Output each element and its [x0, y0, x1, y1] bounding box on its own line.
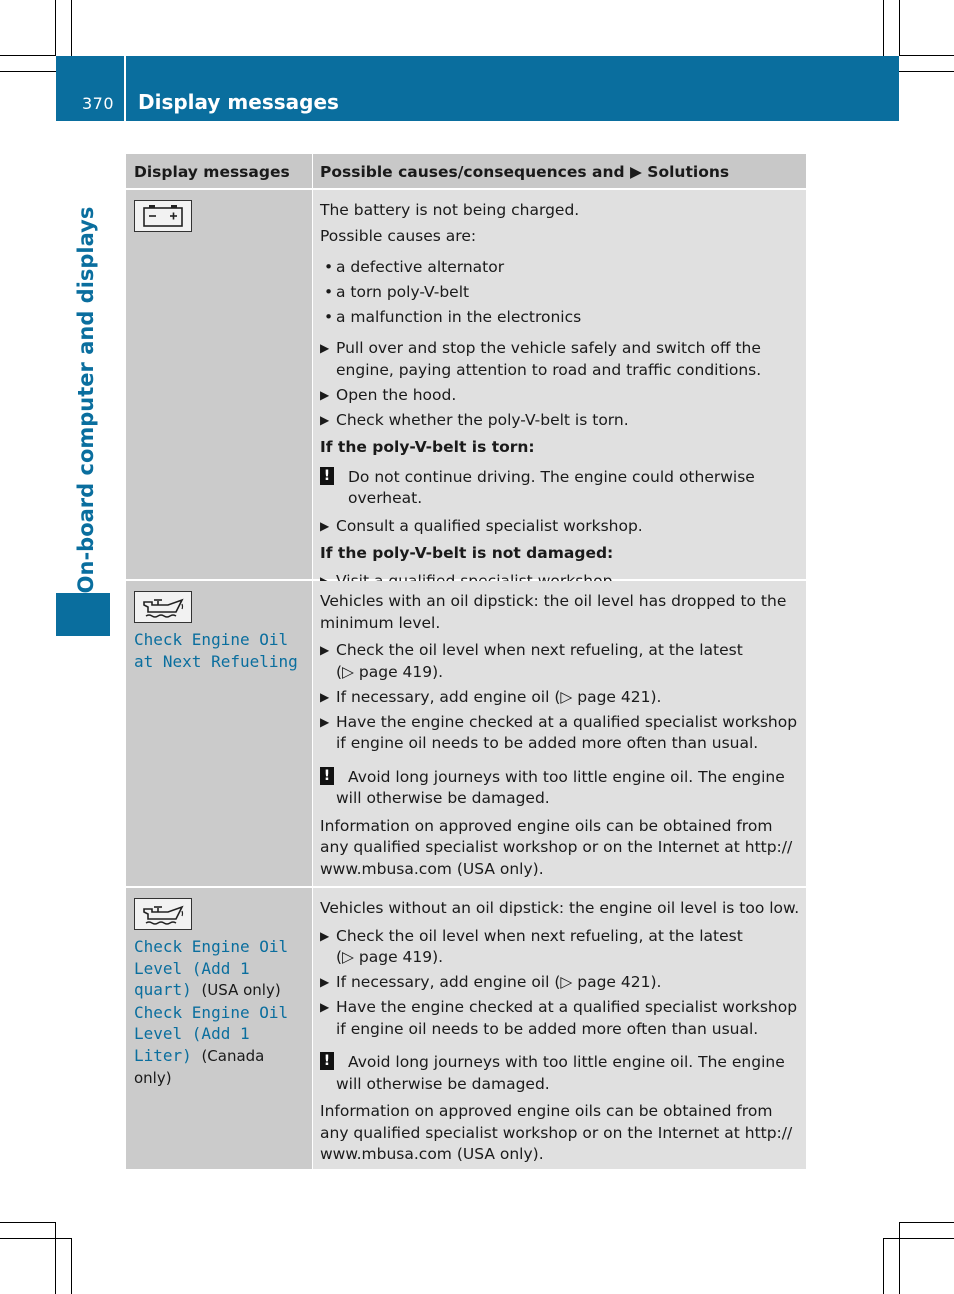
display-message: quart) (USA only) [134, 980, 281, 999]
crop-mark [899, 1222, 900, 1294]
step-item: ▶ Open the hood. [320, 385, 802, 407]
arrow-icon: ▶ [320, 643, 330, 657]
crop-mark [0, 1238, 72, 1239]
crop-mark [899, 0, 900, 56]
crop-mark [899, 55, 954, 56]
crop-mark [0, 55, 56, 56]
table-row [126, 581, 806, 886]
crop-mark [0, 1222, 56, 1223]
warning-note: ! Avoid long journeys with too little engine oil. The engine will otherwise be damaged. [320, 1052, 802, 1095]
text-line: Possible causes are: [320, 226, 477, 245]
subheading: If the poly-V-belt is torn: [320, 438, 535, 456]
crop-mark [71, 1238, 72, 1294]
side-tab-title: On-board computer and displays [74, 206, 98, 594]
table-row [126, 888, 806, 1169]
step-item: ▶ Check the oil level when next refueling, at the latest (▷ page 419). [320, 926, 743, 966]
arrow-icon: ▶ [320, 412, 330, 427]
subheading: If the poly-V-belt is not damaged: [320, 544, 614, 562]
text-line: Vehicles with an oil dipstick: the oil level has dropped to the minimum level. [320, 592, 787, 632]
text-line: Information on approved engine oils can be obtained from any qualified specialist workshop or on the Internet at http:// www.mbusa.com (USA only). [320, 1102, 793, 1163]
region-note: (USA only) [201, 981, 281, 999]
list-item: • a torn poly-V-belt [324, 283, 470, 301]
page-number: 370 [82, 94, 115, 113]
arrow-icon: ▶ [320, 1000, 330, 1014]
display-message: Check Engine Oil [134, 937, 289, 956]
table-header-row [126, 154, 806, 188]
step-item: ▶ Have the engine checked at a qualified specialist workshop if engine oil needs to be added more often than usual. [320, 998, 798, 1038]
crop-mark [899, 1222, 954, 1223]
table-row [126, 190, 806, 579]
crop-mark [883, 1238, 884, 1294]
warning-note: ! Do not continue driving. The engine could otherwise overheat. [320, 467, 802, 510]
crop-mark [883, 0, 884, 56]
crop-mark [899, 71, 954, 72]
warning-note: ! Avoid long journeys with too little engine oil. The engine will otherwise be damaged. [320, 767, 802, 810]
text-line: Vehicles without an oil dipstick: the engine oil level is too low. [320, 899, 800, 917]
display-message: Level (Add 1 [134, 958, 250, 978]
warning-icon: ! [320, 767, 334, 785]
arrow-icon: ▶ [320, 689, 330, 704]
arrow-icon: ▶ [320, 714, 330, 729]
step-item: ▶ Check whether the poly-V-belt is torn. [320, 410, 802, 432]
arrow-icon: ▶ [320, 341, 330, 355]
oil-can-icon [134, 898, 192, 930]
text-line: Information on approved engine oils can be obtained from any qualified specialist workshop or on the Internet at http:// www.mbusa.com (USA only). [320, 816, 793, 878]
arrow-icon: ▶ [320, 387, 330, 402]
crop-mark [71, 0, 72, 56]
crop-mark [0, 71, 56, 72]
text-line: The battery is not being charged. [320, 201, 580, 219]
arrow-icon: ▶ [320, 975, 330, 989]
step-item: ▶ Check the oil level when next refueling, at the latest (▷ page 419). [320, 641, 743, 681]
list-item: • a defective alternator [324, 258, 505, 276]
column-header-display: Display messages [134, 163, 290, 181]
crop-mark [883, 1238, 954, 1239]
crop-mark [55, 0, 56, 56]
region-note: (Canada only) [134, 1046, 265, 1087]
display-message: Liter) (Canada only) [134, 1045, 265, 1087]
oil-can-icon [134, 591, 192, 623]
header-divider [124, 56, 126, 121]
display-message: Level (Add 1 [134, 1024, 250, 1043]
step-item: ▶ Pull over and stop the vehicle safely and switch off the engine, paying attention to road and traffic conditions. [320, 339, 762, 379]
display-message: at Next Refueling [134, 651, 298, 671]
messages-table [126, 154, 806, 1169]
list-item: • a malfunction in the electronics [324, 308, 582, 326]
warning-icon: ! [320, 467, 334, 485]
display-message: Check Engine Oil [134, 1002, 289, 1022]
section-title: Display messages [138, 90, 339, 114]
step-item: ▶ If necessary, add engine oil (▷ page 421). [320, 687, 802, 709]
display-message: Check Engine Oil [134, 630, 289, 649]
crop-mark [55, 1222, 56, 1294]
step-item: ▶ Have the engine checked at a qualified specialist workshop if engine oil needs to be added more often than usual. [320, 712, 798, 752]
step-item: ▶ Consult a qualified specialist workshop. [320, 516, 802, 538]
column-header-causes: Possible causes/consequences and ▶ Solutions [320, 163, 730, 181]
step-item: ▶ If necessary, add engine oil (▷ page 421). [320, 972, 802, 994]
warning-icon: ! [320, 1052, 334, 1070]
arrow-icon: ▶ [320, 518, 330, 533]
battery-icon [134, 200, 192, 232]
side-tab-marker [56, 593, 110, 636]
arrow-icon: ▶ [320, 928, 330, 943]
